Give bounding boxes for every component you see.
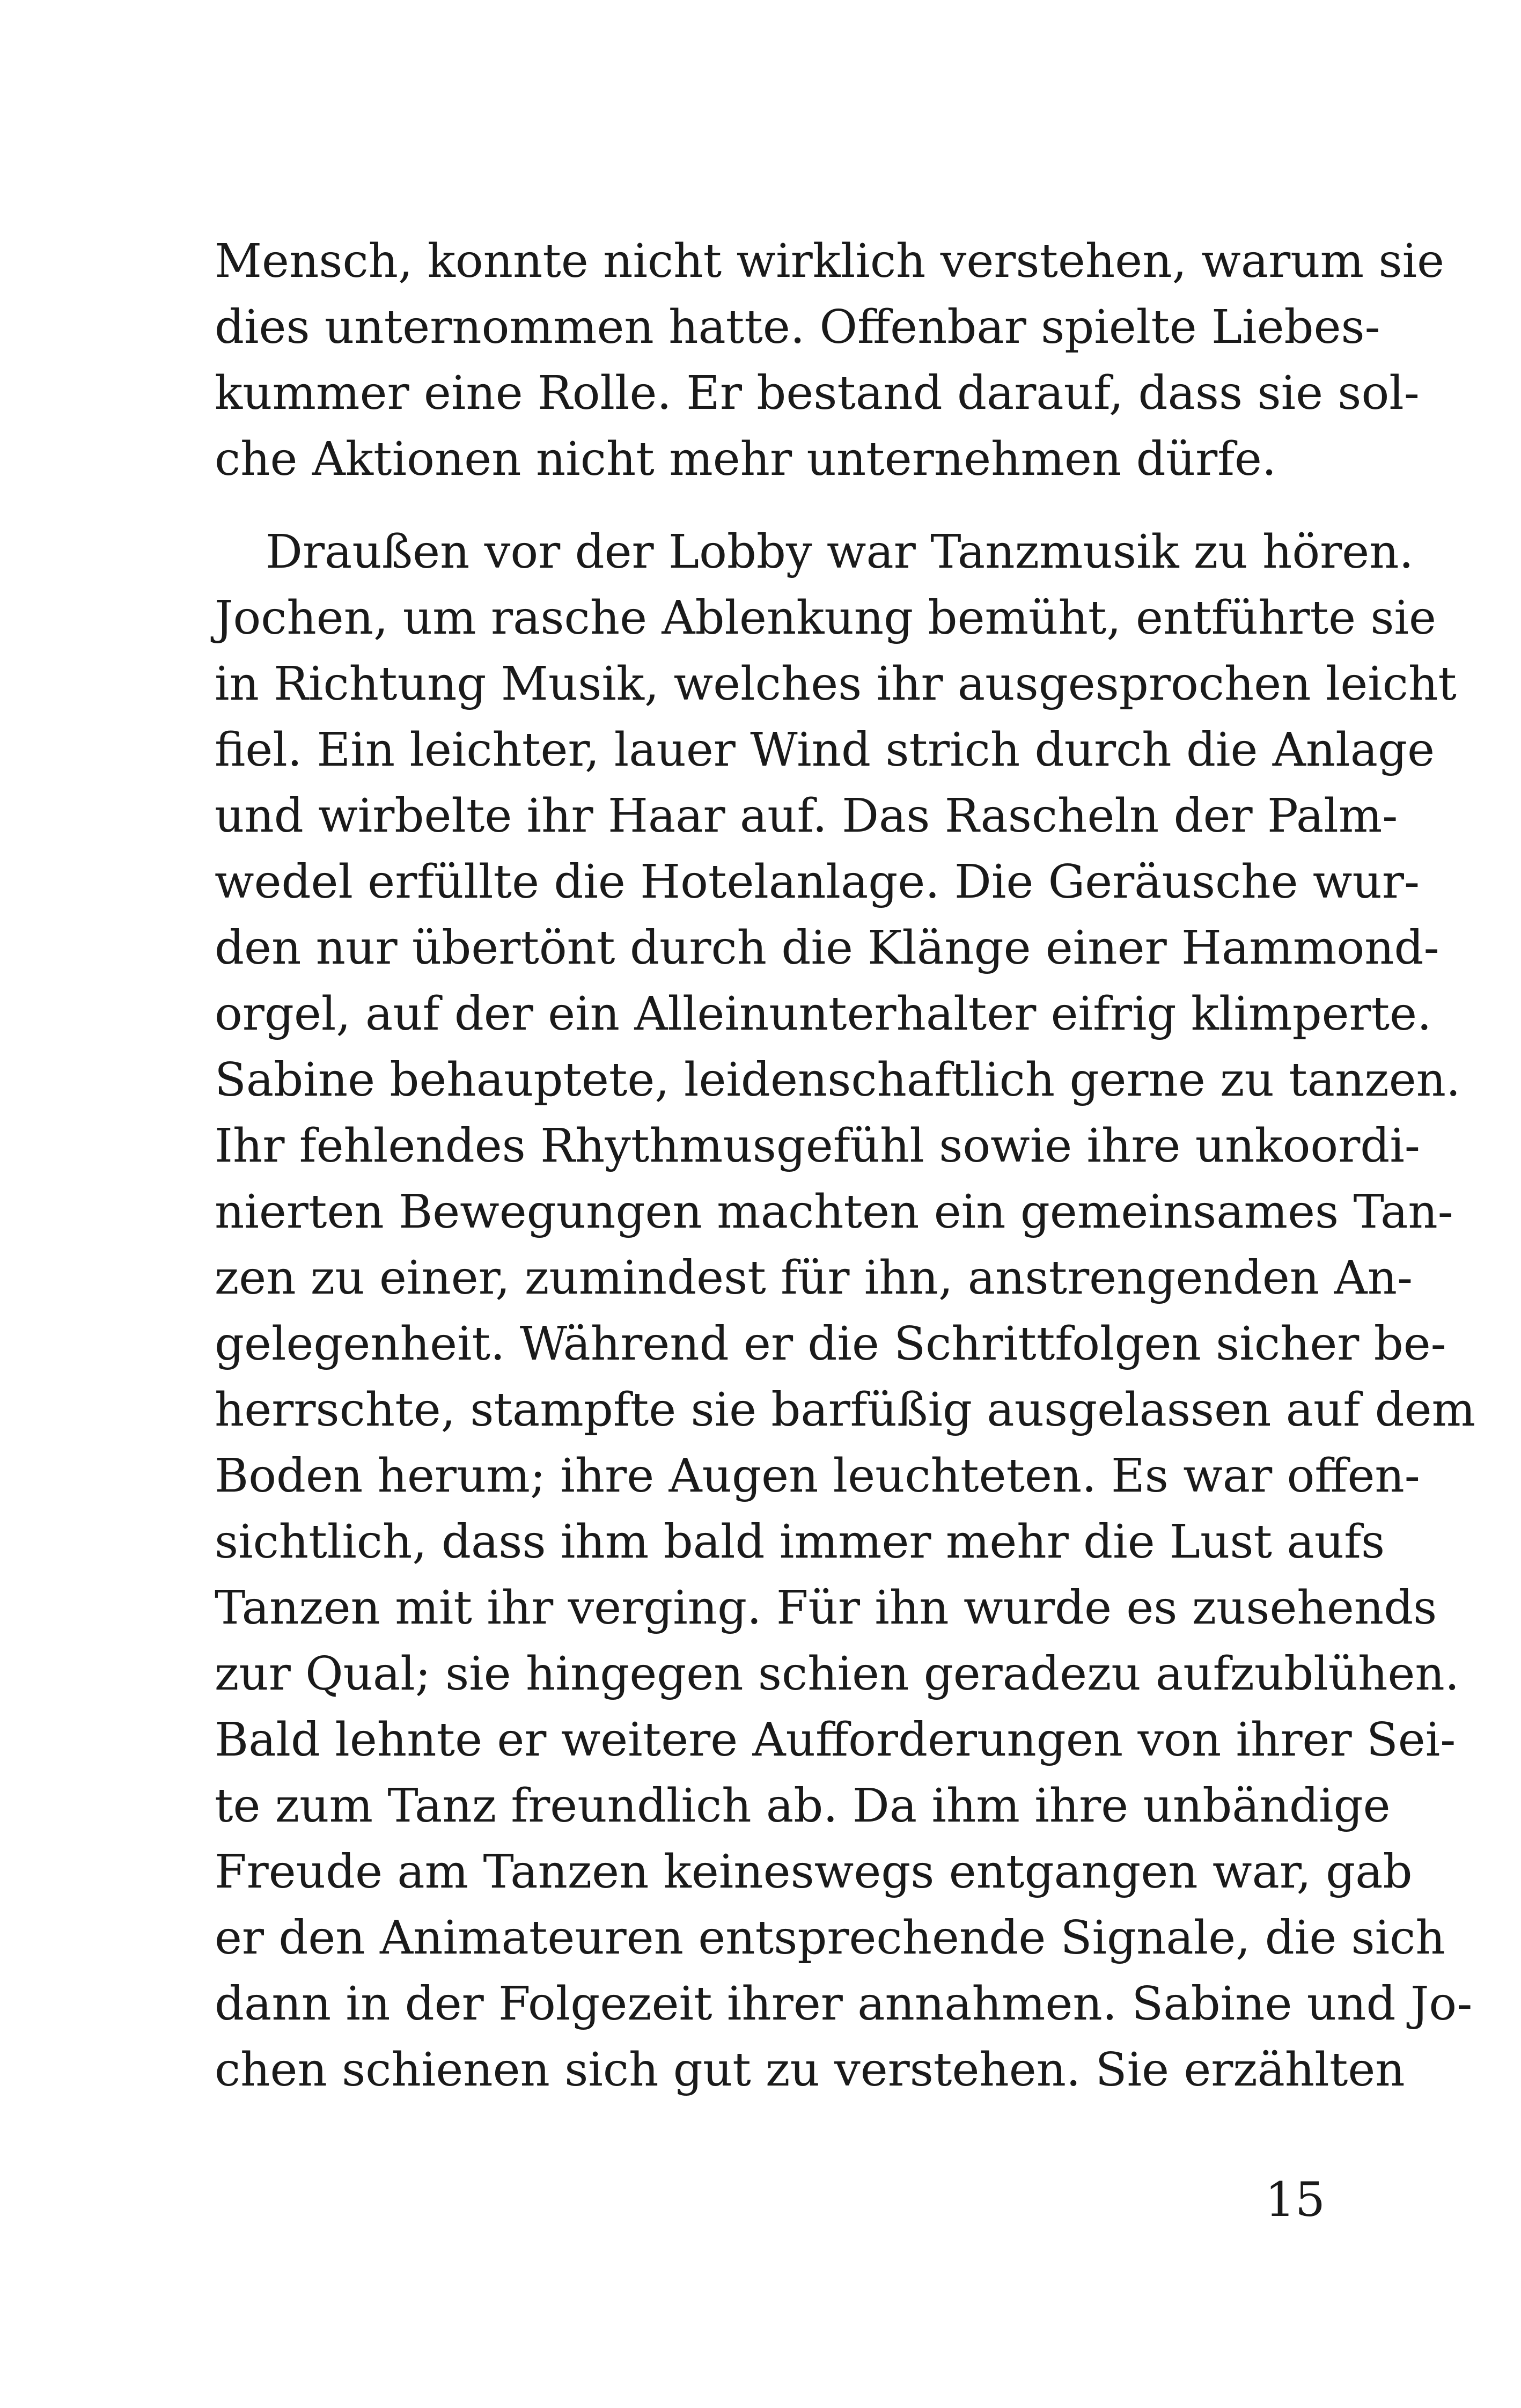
paragraph-2 [215, 519, 1476, 2103]
text-line: wedel erfüllte die Hotelanlage. Die Geräusche wur- [215, 855, 1420, 909]
text-line: sichtlich, dass ihm bald immer mehr die Lust aufs [215, 1515, 1385, 1569]
text-line: er den Animateuren entsprechende Signale, die sich [215, 1911, 1445, 1965]
text-line: den nur übertönt durch die Klänge einer Hammond- [215, 921, 1439, 975]
page-number: 15 [1265, 2172, 1325, 2227]
text-line: nierten Bewegungen machten ein gemeinsames Tan- [215, 1185, 1453, 1239]
text-line: zur Qual; sie hingegen schien geradezu aufzublühen. [215, 1647, 1460, 1701]
text-line: orgel, auf der ein Alleinunterhalter eifrig klimperte. [215, 987, 1432, 1041]
text-line: zen zu einer, zumindest für ihn, anstrengenden An- [215, 1251, 1413, 1305]
text-line: te zum Tanz freundlich ab. Da ihm ihre unbändige [215, 1779, 1391, 1833]
text-line: Draußen vor der Lobby war Tanzmusik zu hören. [266, 525, 1414, 579]
text-line: und wirbelte ihr Haar auf. Das Rascheln der Palm- [215, 789, 1398, 843]
text-line: gelegenheit. Während er die Schrittfolgen sicher be- [215, 1317, 1446, 1371]
text-line: Mensch, konnte nicht wirklich verstehen, warum sie [215, 234, 1445, 288]
text-line: herrschte, stampfte sie barfüßig ausgelassen auf dem [215, 1383, 1476, 1437]
text-line: Freude am Tanzen keineswegs entgangen war, gab [215, 1845, 1413, 1899]
text-line: chen schienen sich gut zu verstehen. Sie erzählten [215, 2043, 1405, 2097]
text-line: Jochen, um rasche Ablenkung bemüht, entführte sie [215, 591, 1436, 645]
text-line: che Aktionen nicht mehr unternehmen dürfe. [215, 432, 1277, 486]
text-line: Bald lehnte er weitere Aufforderungen von ihrer Sei- [215, 1713, 1456, 1767]
text-line: in Richtung Musik, welches ihr ausgesprochen leicht [215, 657, 1457, 711]
text-line: fiel. Ein leichter, lauer Wind strich durch die Anlage [215, 723, 1435, 777]
text-line: dann in der Folgezeit ihrer annahmen. Sabine und Jo- [215, 1977, 1473, 2031]
text-line: Sabine behauptete, leidenschaftlich gerne zu tanzen. [215, 1053, 1461, 1107]
text-line: kummer eine Rolle. Er bestand darauf, dass sie sol- [215, 366, 1420, 420]
text-line: dies unternommen hatte. Offenbar spielte Liebes- [215, 300, 1380, 354]
paragraph-1 [215, 229, 1445, 493]
text-line: Boden herum; ihre Augen leuchteten. Es war offen- [215, 1449, 1420, 1503]
text-line: Ihr fehlendes Rhythmusgefühl sowie ihre unkoordi- [215, 1119, 1420, 1173]
text-line: Tanzen mit ihr verging. Für ihn wurde es zusehends [215, 1581, 1437, 1635]
